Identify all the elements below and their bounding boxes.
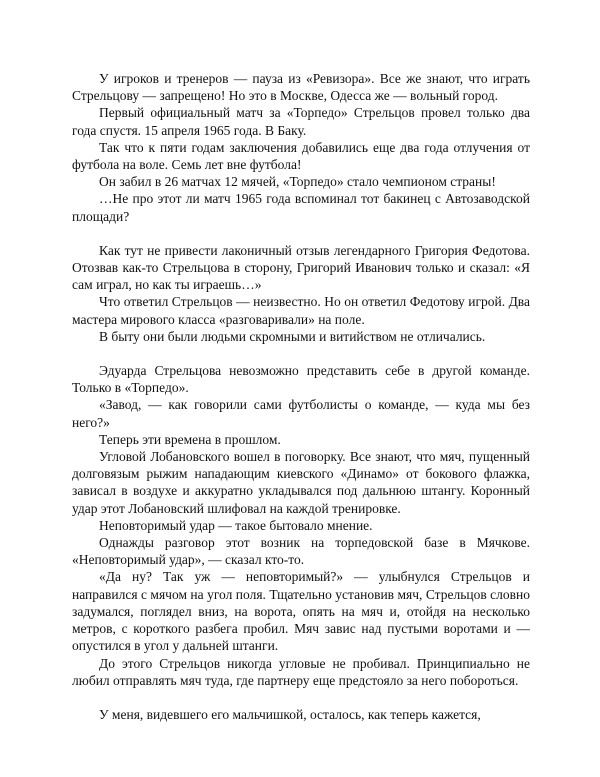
paragraph-9: Эдуарда Стрельцова невозможно представить себе в другой команде. Только в «Торпедо».: [72, 363, 530, 396]
document-page: [72, 70, 530, 723]
paragraph-6: Как тут не привести лаконичный отзыв легендарного Григория Федотова. Отозвав как-то Стрельцова в сторону, Григорий Иванович только и сказал: «Я сам играл, но как ты играешь…»: [72, 242, 530, 293]
paragraph-2: Первый официальный матч за «Торпедо» Стрельцов провел только два года спустя. 15 апреля 1965 года. В Баку.: [72, 105, 530, 138]
paragraph-15: «Да ну? Так уж — неповторимый?» — улыбнулся Стрельцов и направился с мячом на угол поля. Тщательно установив мяч, Стрельцов словно задумался, поглядел вниз, на ворота, опять на мяч и, отойдя на несколько метров, с короткого разбега пробил. Мяч завис над пустыми воротами и — опустился в угол у дальней штанги.: [72, 569, 530, 654]
paragraph-8: В быту они были людьми скромными и витийством не отличались.: [99, 328, 486, 344]
section-gap: [72, 225, 530, 242]
paragraph-1: У игроков и тренеров — пауза из «Ревизора». Все же знают, что играть Стрельцову — запрещено! Но это в Москве, Одесса же — вольный город.: [72, 71, 530, 104]
paragraph-4: Он забил в 26 матчах 12 мячей, «Торпедо» стало чемпионом страны!: [99, 174, 496, 190]
paragraph-14: Однажды разговор этот возник на торпедовской базе в Мячкове. «Неповторимый удар», — сказал кто-то.: [72, 535, 530, 568]
paragraph-12: Угловой Лобановского вошел в поговорку. Все знают, что мяч, пущенный долговязым рыжим нападающим киевского «Динамо» от бокового флажка, зависал в воздухе и аккуратно укладывался под дальнюю штангу. Коронный удар этот Лобановский шлифовал на каждой тренировке.: [72, 449, 530, 516]
paragraph-13: Неповторимый удар — такое бытовало мнение.: [99, 517, 373, 533]
section-gap: [72, 345, 530, 362]
paragraph-17: У меня, видевшего его мальчишкой, осталось, как теперь кажется,: [99, 706, 481, 722]
paragraph-16: До этого Стрельцов никогда угловые не пробивал. Принципиально не любил отправлять мяч туда, где партнеру еще предстояло за него побороться.: [72, 655, 530, 688]
paragraph-3: Так что к пяти годам заключения добавились еще два года отлучения от футбола на воле. Семь лет вне футбола!: [72, 139, 530, 173]
section-gap: [72, 689, 530, 706]
paragraph-11: Теперь эти времена в прошлом.: [99, 431, 281, 447]
paragraph-7: Что ответил Стрельцов — неизвестно. Но он ответил Федотову игрой. Два мастера мирового класса «разговаривали» на поле.: [72, 294, 530, 327]
paragraph-10: «Завод, — как говорили сами футболисты о команде, — куда мы без него?»: [72, 397, 530, 430]
paragraph-5: …Не про этот ли матч 1965 года вспоминал тот бакинец с Автозаводской площади?: [72, 191, 530, 224]
